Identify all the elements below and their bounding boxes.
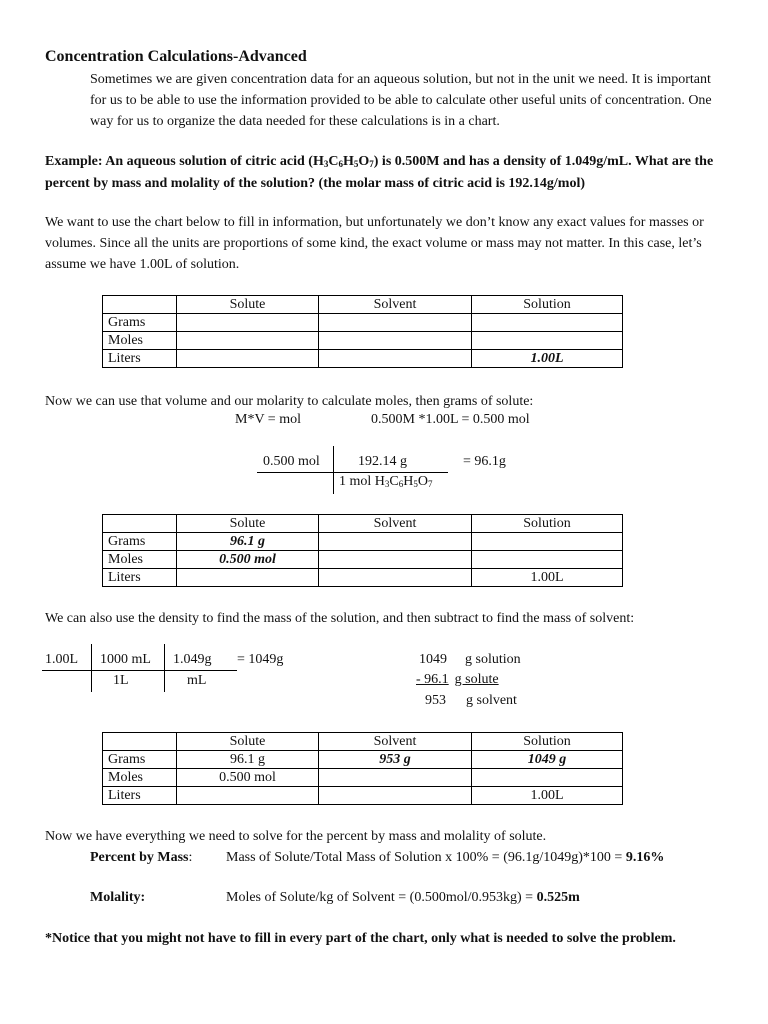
conv2-denominator-1: 1L [113,673,129,688]
cell-liters-solution: 1.00L [472,787,623,805]
conv1-fraction-bar [257,472,448,473]
cell-grams-solute: 96.1 g [177,751,319,769]
cell-moles-solute: 0.500 mol [177,769,319,787]
table-row [103,769,623,787]
example-suffix: ) is 0.500M and has a density of 1.049g/mL. What are the percent by mass and molality of the solution? (the molar mass of citric acid is 192.14g/mol) [45,154,714,191]
cell-grams-solute: 96.1 g [177,533,319,551]
table-row [103,569,623,587]
row-label-liters: Liters [103,350,177,368]
page-title: Concentration Calculations-Advanced [45,48,307,65]
molality-formula: Moles of Solute/kg of Solvent = (0.500mol/0.953kg) = [226,890,537,905]
header-solution: Solution [472,296,623,314]
molarity-calculation: 0.500M *1.00L = 0.500 mol [371,412,530,427]
sub-line-3-number: 953 [425,693,446,708]
table-row [103,787,623,805]
chart-3 [102,732,623,805]
density-paragraph: We can also use the density to find the mass of the solution, and then subtract to find the mass of solvent: [45,611,635,626]
cell-liters-solution: 1.00L [472,569,623,587]
conv2-divider-1 [91,644,92,692]
molality-answer: 0.525m [536,890,580,905]
table-row [103,314,623,332]
row-label-moles: Moles [103,332,177,350]
citric-acid-formula: $H_3C_6H_5O_7$ [312,154,374,169]
sub-line-3-unit: g solvent [466,693,517,708]
moles-paragraph: Now we can use that volume and our molarity to calculate moles, then grams of solute: [45,394,534,409]
table-row [103,296,623,314]
table-row [103,733,623,751]
header-solvent: Solvent [319,296,472,314]
example-prefix: Example: An aqueous solution of citric acid ( [45,154,313,169]
intro-paragraph: Sometimes we are given concentration data for an aqueous solution, but not in the unit we need. It is important for us to be able to use the information provided to be able to calculate other useful units of concentration. One way for us to organize the data needed for these calculations is in a chart. [90,72,712,129]
header-solvent: Solvent [319,515,472,533]
conv2-numerator-1: 1000 mL [100,652,151,667]
sub-line-1-unit: g solution [465,652,521,667]
table-row [103,350,623,368]
row-label-moles: Moles [103,769,177,787]
molarity-equation: M*V = mol [235,412,301,427]
row-label-grams: Grams [103,533,177,551]
row-label-grams: Grams [103,751,177,769]
percent-formula: Mass of Solute/Total Mass of Solution x 100% = (96.1g/1049g)*100 = [226,850,626,865]
example-problem [45,151,735,195]
header-solution: Solution [472,733,623,751]
table-row [103,751,623,769]
summary-paragraph: Now we have everything we need to solve for the percent by mass and molality of solute. [45,829,547,844]
row-label-moles: Moles [103,551,177,569]
conv2-denominator-2: mL [187,673,207,688]
conv2-numerator-2: 1.049g [173,652,212,667]
row-label-liters: Liters [103,569,177,587]
header-solute: Solute [177,733,319,751]
conv2-divider-2 [164,644,165,692]
header-solute: Solute [177,296,319,314]
assumption-paragraph: We want to use the chart below to fill in information, but unfortunately we don’t know any exact values for masses or volumes. Since all the units are proportions of some kind, the exact volume or mass may not matter. In this case, let’s assume we have 1.00L of solution. [45,215,704,272]
percent-label: Percent by Mass [90,850,189,865]
row-label-grams: Grams [103,314,177,332]
table-row [103,551,623,569]
cell-liters-solution: 1.00L [472,350,623,368]
notice: *Notice that you might not have to fill in every part of the chart, only what is needed to solve the problem. [45,931,676,946]
conv1-start: 0.500 mol [263,454,320,469]
cell-grams-solvent: 953 g [319,751,472,769]
conv2-result: = 1049g [237,652,284,667]
molality-label: Molality: [90,890,146,905]
conv1-denominator: 1 mol $H_3C_6H_5O_7$ [339,474,433,489]
conv1-divider [333,446,334,494]
chart-2 [102,514,623,587]
table-row [103,515,623,533]
cell-grams-solution: 1049 g [472,751,623,769]
table-row [103,533,623,551]
percent-formula-line [226,848,664,868]
molality-formula-line [226,888,580,908]
sub-line-2: - 96.1 g solute [416,672,499,687]
percent-by-mass-line: Percent by Mass: [90,850,193,865]
conv1-numerator: 192.14 g [358,454,407,469]
table-row [103,332,623,350]
percent-answer: 9.16% [625,850,665,865]
row-label-liters: Liters [103,787,177,805]
cell-moles-solute: 0.500 mol [177,551,319,569]
header-solvent: Solvent [319,733,472,751]
conv2-fraction-bar [42,670,237,671]
chart-1 [102,295,623,368]
header-solute: Solute [177,515,319,533]
header-solution: Solution [472,515,623,533]
sub-line-1-number: 1049 [419,652,447,667]
conv2-start: 1.00L [45,652,79,667]
conv1-result: = 96.1g [463,454,506,469]
